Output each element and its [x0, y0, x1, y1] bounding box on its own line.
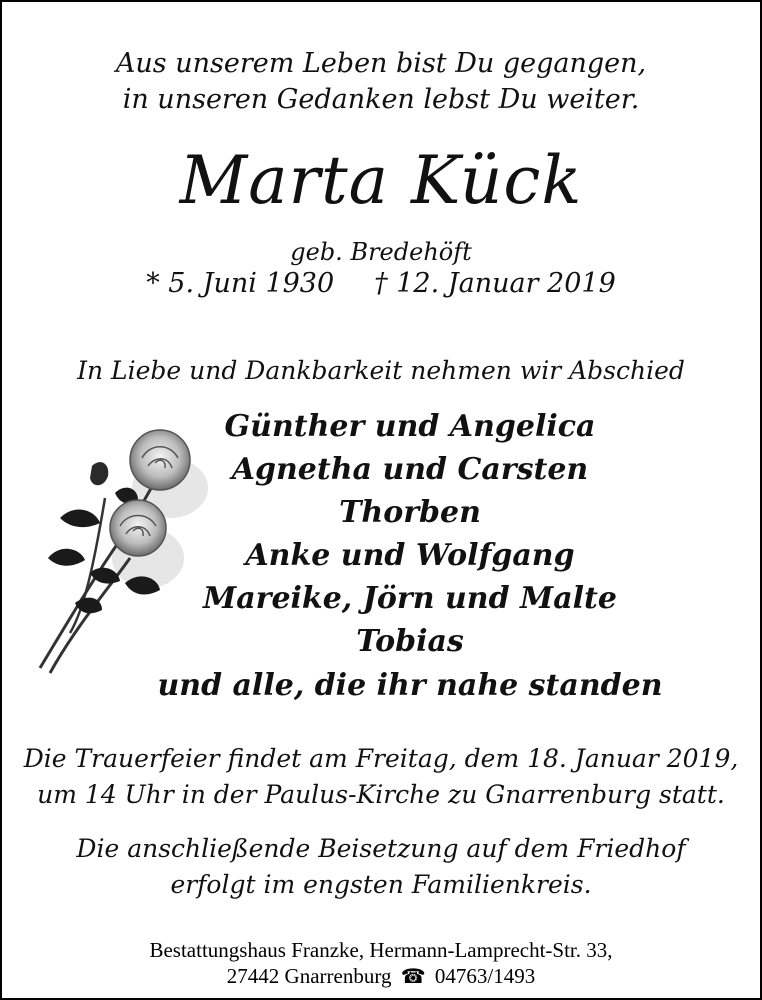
- family-member-4: Anke und Wolfgang: [245, 538, 575, 573]
- family-member-3: Thorben: [339, 495, 481, 530]
- family-member-2: Agnetha und Carsten: [231, 452, 589, 487]
- maiden-name: geb. Bredehöft: [290, 238, 472, 266]
- funeral-home-phone: 04763/1493: [434, 964, 536, 988]
- phone-icon: ☎: [400, 966, 426, 988]
- family-member-5: Mareike, Jörn und Malte: [203, 581, 617, 616]
- funeral-home-address: Bestattungshaus Franzke, Hermann-Lamprecht-Str. 33,: [149, 938, 613, 962]
- deceased-name: Marta Kück: [179, 142, 583, 219]
- death-date: † 12. Januar 2019: [374, 268, 616, 299]
- life-dates: [0, 268, 762, 299]
- funeral-home-contact: [0, 964, 762, 989]
- birth-date: * 5. Juni 1930: [146, 268, 335, 299]
- funeral-home-city: 27442 Gnarrenburg: [226, 964, 392, 988]
- burial-line-1: Die anschließende Beisetzung auf dem Friedhof: [76, 834, 686, 863]
- family-others: und alle, die ihr nahe standen: [157, 668, 663, 703]
- motto-line-1: Aus unserem Leben bist Du gegangen,: [115, 48, 647, 79]
- family-member-6: Tobias: [356, 624, 464, 659]
- burial-line-2: erfolgt im engsten Familienkreis.: [170, 870, 592, 899]
- ceremony-line-2: um 14 Uhr in der Paulus-Kirche zu Gnarrenburg statt.: [37, 780, 725, 809]
- ceremony-line-1: Die Trauerfeier findet am Freitag, dem 18. Januar 2019,: [23, 744, 739, 773]
- motto-line-2: in unseren Gedanken lebst Du weiter.: [122, 84, 640, 115]
- farewell-line: In Liebe und Dankbarkeit nehmen wir Abschied: [77, 356, 685, 385]
- family-member-1: Günther und Angelica: [224, 409, 596, 444]
